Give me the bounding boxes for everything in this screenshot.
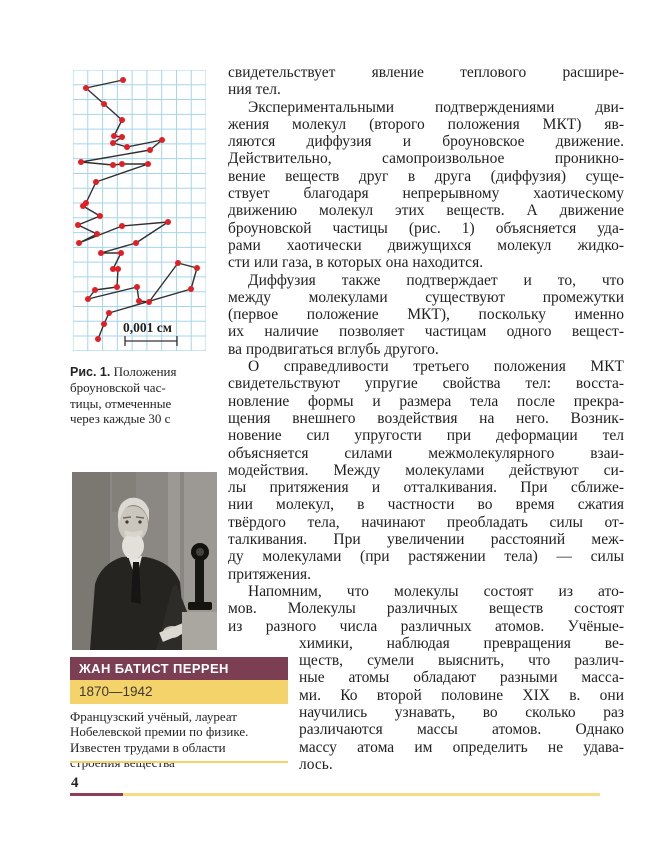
text-line: жения молекул (второго положения МКТ) яв-	[228, 115, 624, 133]
text-line: нии молекул, в частности во время сжатия	[228, 496, 624, 514]
text-line: рами хаотически движущихся молекул жидко-	[228, 236, 624, 254]
bio-description-line: Известен трудами в области	[70, 739, 226, 755]
text-line: ния тел.	[228, 81, 281, 99]
text-line: массу атома им определить не удава-	[299, 738, 624, 756]
bio-years-banner: 1870—1942	[70, 680, 288, 704]
text-line: (первое положение МКТ), поскольку именно	[228, 306, 624, 324]
scale-label: 0,001 см	[123, 320, 172, 335]
text-line: свидетельствуют упругие свойства тел: восста-	[228, 375, 624, 393]
figure-caption-line: броуновской час-	[70, 380, 166, 396]
text-line: ду молекулами (при растяжении тела) — силы	[228, 548, 624, 566]
main-text-column	[228, 64, 624, 773]
text-line: броуновской частицы (рис. 1) объясняется уда-	[228, 219, 624, 237]
text-line: Диффузия также подтверждает и то, что	[248, 271, 624, 289]
figure-caption-line: тицы, отмеченные	[70, 395, 172, 411]
text-line: химики, наблюдая превращения ве-	[299, 634, 624, 652]
text-line: новение сил упругости при деформации тел	[228, 427, 624, 445]
text-line: их наличие позволяет частицам одного вещест-	[228, 323, 624, 341]
text-line: сти или газа, в которых она находится.	[228, 254, 484, 272]
footer-rule-yellow	[123, 793, 600, 796]
portrait-photo	[72, 472, 217, 650]
text-line: ствует благодаря непрерывному хаотическому	[228, 185, 624, 203]
text-line: из разного числа различных атомов. Учёные-	[228, 617, 624, 635]
text-line: Напомним, что молекулы состоят из ато-	[248, 582, 624, 600]
bio-description-line: Французский учёный, лауреат	[70, 709, 237, 724]
text-line: вение веществ друг в друга (диффузия) суще-	[228, 167, 624, 185]
figure-caption-label: Рис. 1.	[70, 365, 111, 379]
text-line: ва продвигаться вглубь другого.	[228, 340, 439, 358]
page-number: 4	[71, 775, 79, 791]
figure-caption	[70, 364, 238, 427]
text-line: Экспериментальными подтверждениями дви-	[248, 98, 624, 116]
text-line: мов. Молекулы различных веществ состоят	[228, 600, 624, 618]
brownian-trajectory-plot	[73, 70, 206, 351]
text-line: движению молекул этих веществ. А движение	[228, 202, 624, 220]
figure-grid	[73, 70, 206, 351]
text-line: лось.	[299, 755, 333, 773]
text-line: модействия. Между молекулами действуют си-	[228, 461, 624, 479]
text-line: научились узнавать, во сколько раз	[299, 703, 624, 721]
figure-caption-line: через каждые 30 с	[70, 411, 171, 427]
figure-trajectory	[75, 77, 200, 342]
scale-bar	[125, 336, 177, 346]
figure-caption-line	[70, 364, 238, 380]
text-line: ми. Ко второй половине XIX в. они	[299, 686, 624, 704]
text-line: объясняется силами межмолекулярного взаи-	[228, 444, 624, 462]
text-line: лы притяжения и отталкивания. При сближе-	[228, 479, 624, 497]
text-line: талкивания. При увеличении расстояний меж-	[228, 531, 624, 549]
figure-caption-text: Положения	[113, 364, 177, 379]
text-line: твёрдого тела, начинают преобладать силы от-	[228, 513, 624, 531]
text-line: притяжения.	[228, 565, 312, 583]
text-line: ществ, сумели выяснить, что различ-	[299, 652, 624, 670]
bio-name-banner: ЖАН БАТИСТ ПЕРРЕН	[70, 657, 288, 680]
text-line: ные атомы обладают разными масса-	[299, 669, 624, 687]
text-line: О справедливости третьего положения МКТ	[248, 358, 624, 376]
text-line: Действительно, самопроизвольное проникно-	[228, 150, 624, 168]
text-line: ляются диффузия и броуновское движение.	[228, 133, 624, 151]
bio-description-line: Нобелевской премии по физике.	[70, 724, 249, 740]
text-line: щения внешнего воздействия на него. Возник-	[228, 409, 624, 427]
text-line: различаются массы атомов. Однако	[299, 721, 624, 739]
text-line: свидетельствует явление теплового расшире-	[228, 64, 624, 81]
figure-brownian-motion	[73, 70, 206, 351]
text-line: новление формы и размера тела после прекра-	[228, 392, 624, 410]
footer-rule-maroon	[70, 793, 123, 796]
text-line: между молекулами существуют промежутки	[228, 288, 624, 306]
